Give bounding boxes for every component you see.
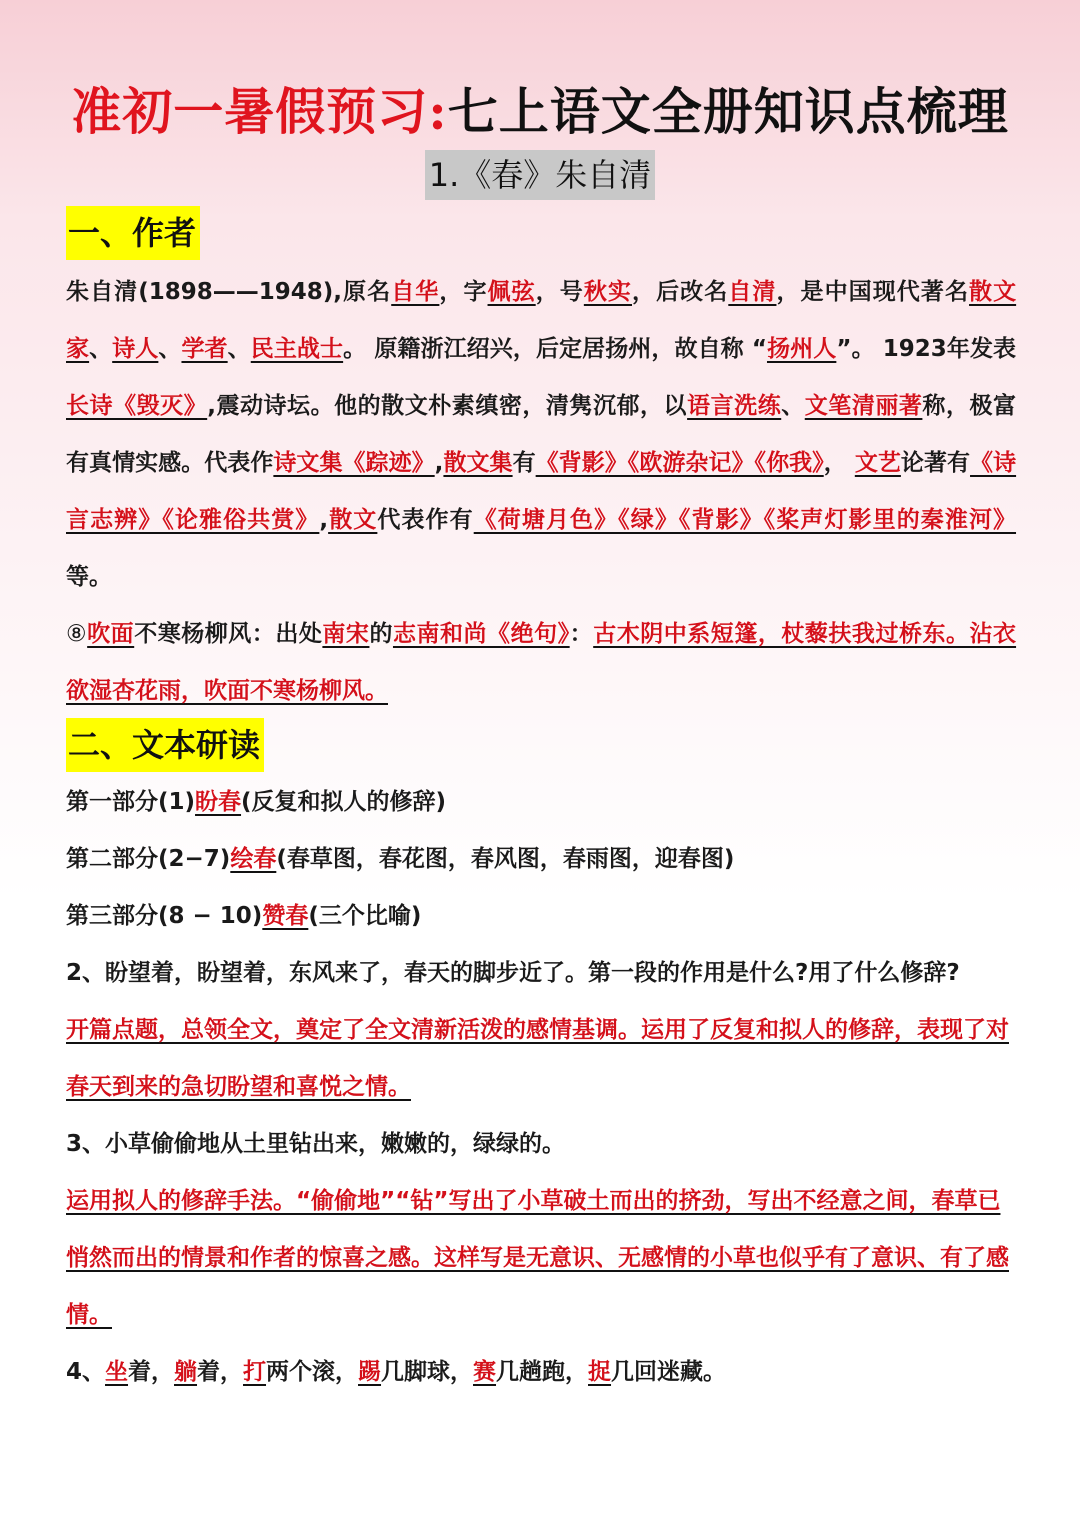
- text: 几回迷藏。: [611, 1359, 727, 1385]
- question-3: 3、小草偷偷地从土里钻出来，嫩嫩的，绿绿的。: [66, 1131, 566, 1157]
- part-label: 第一部分(1): [66, 789, 196, 815]
- key-term: 扬州人: [766, 336, 837, 362]
- text: ，字: [439, 279, 488, 305]
- key-term: 绘春: [230, 846, 277, 872]
- key-term: 散文集: [443, 450, 513, 476]
- text: 。 原籍浙江绍兴，后定居扬州，故自称 “: [343, 336, 767, 362]
- text: ,: [434, 450, 444, 476]
- author-section: [66, 264, 1016, 720]
- section-heading-text-study: 二、文本研读: [66, 718, 264, 772]
- text: 、: [227, 336, 251, 362]
- part-label: 第二部分(2−7): [66, 846, 231, 872]
- subtitle-wrap: [0, 150, 1080, 200]
- text: ，后改名: [632, 279, 729, 305]
- part-desc: (三个比喻): [308, 903, 422, 929]
- text: ，是中国现代著名: [776, 279, 970, 305]
- key-term: 散文: [328, 507, 378, 533]
- text: 代表作有: [377, 507, 474, 533]
- key-term: 长诗《毁灭》: [66, 393, 208, 419]
- title-red: 准初一暑假预习:: [71, 82, 448, 141]
- circled-number: ⑧: [66, 621, 88, 647]
- key-term: 学者: [181, 336, 228, 362]
- text: ，号: [535, 279, 584, 305]
- key-term: 《背影》《欧游杂记》《你我》: [535, 450, 824, 476]
- question-4: [66, 1344, 1016, 1401]
- key-term: 文笔清丽著: [804, 393, 923, 419]
- key-term: 《荷塘月色》《绿》《背影》《桨声灯影里的秦淮河》: [473, 507, 1017, 533]
- key-term: 秋实: [583, 279, 632, 305]
- section-heading-author: 一、作者: [66, 206, 200, 260]
- key-term: 诗文集《踪迹》: [273, 450, 435, 476]
- part-line: [66, 774, 1016, 831]
- key-term: 民主战士: [250, 336, 344, 362]
- text: 两个滚，: [266, 1359, 359, 1385]
- key-term: 赛: [473, 1359, 497, 1385]
- text: 、: [158, 336, 182, 362]
- part-line: [66, 831, 1016, 888]
- key-term: 语言洗练: [687, 393, 782, 419]
- poem-text: 古木阴中系短篷，杖藜扶我过桥东。沾衣欲湿杏花雨，吹面不寒杨柳风。: [66, 621, 1017, 704]
- key-term: 踢: [358, 1359, 382, 1385]
- text: 朱自清(1898——1948),原名: [66, 279, 392, 305]
- text: ”。 1923年发表: [836, 336, 1017, 362]
- answer-3: 运用拟人的修辞手法。“偷偷地”“钻”写出了小草破土而出的挤劲，写出不经意之间，春草已悄然而出的情景和作者的惊喜之感。这样写是无意识、无感情的小草也似乎有了意识、有了感情。: [66, 1188, 1009, 1328]
- text: 有: [512, 450, 536, 476]
- text: 不寒杨柳风：出处: [134, 621, 323, 647]
- part-desc: (春草图，春花图，春风图，春雨图，迎春图): [276, 846, 735, 872]
- poem-paragraph: [66, 606, 1016, 720]
- key-term: 躺: [174, 1359, 198, 1385]
- text: 4、: [66, 1359, 106, 1385]
- question-2: 2、盼望着，盼望着，东风来了，春天的脚步近了。第一段的作用是什么?用了什么修辞?: [66, 960, 960, 986]
- part-label: 第三部分(8 − 10): [66, 903, 263, 929]
- key-term: 吹面: [87, 621, 135, 647]
- key-term: 坐: [105, 1359, 129, 1385]
- title-black: 七上语文全册知识点梳理: [447, 82, 1009, 141]
- text: 论著有: [900, 450, 971, 476]
- lesson-subtitle: 1.《春》朱自清: [425, 150, 656, 200]
- key-term: 捉: [588, 1359, 612, 1385]
- text: ，: [823, 450, 855, 476]
- text: ,: [319, 507, 329, 533]
- text: 的: [369, 621, 393, 647]
- part-desc: (反复和拟人的修辞): [241, 789, 447, 815]
- key-term: 文艺: [854, 450, 901, 476]
- text: ,震动诗坛。他的散文朴素缜密，清隽沉郁，以: [207, 393, 688, 419]
- key-term: 打: [243, 1359, 267, 1385]
- author-paragraph: [66, 264, 1016, 606]
- key-term: 自华: [391, 279, 440, 305]
- key-term: 自清: [728, 279, 777, 305]
- text: 几脚球，: [381, 1359, 474, 1385]
- answer-2: 开篇点题，总领全文，奠定了全文清新活泼的感情基调。运用了反复和拟人的修辞，表现了对春天到来的急切盼望和喜悦之情。: [66, 1017, 1009, 1100]
- text: 着，: [197, 1359, 244, 1385]
- key-term: 赞春: [262, 903, 309, 929]
- key-term: 盼春: [195, 789, 242, 815]
- text: 等。: [66, 564, 112, 590]
- key-term: 佩弦: [487, 279, 536, 305]
- text: 、: [781, 393, 805, 419]
- key-term: 南宋: [322, 621, 370, 647]
- text: 着，: [128, 1359, 175, 1385]
- text: ：: [569, 621, 594, 647]
- text-study-section: [66, 774, 1016, 1401]
- key-term: 志南和尚《绝句》: [392, 621, 570, 647]
- key-term: 散文家: [66, 279, 1017, 362]
- text: 几趟跑，: [496, 1359, 589, 1385]
- part-line: [66, 888, 1016, 945]
- page-title: [0, 72, 1080, 144]
- key-term: 诗人: [112, 336, 159, 362]
- text: 、: [89, 336, 113, 362]
- key-term: 《诗言志辨》《论雅俗共赏》: [66, 450, 1017, 533]
- text: 称，极富有真情实感。代表作: [66, 393, 1016, 476]
